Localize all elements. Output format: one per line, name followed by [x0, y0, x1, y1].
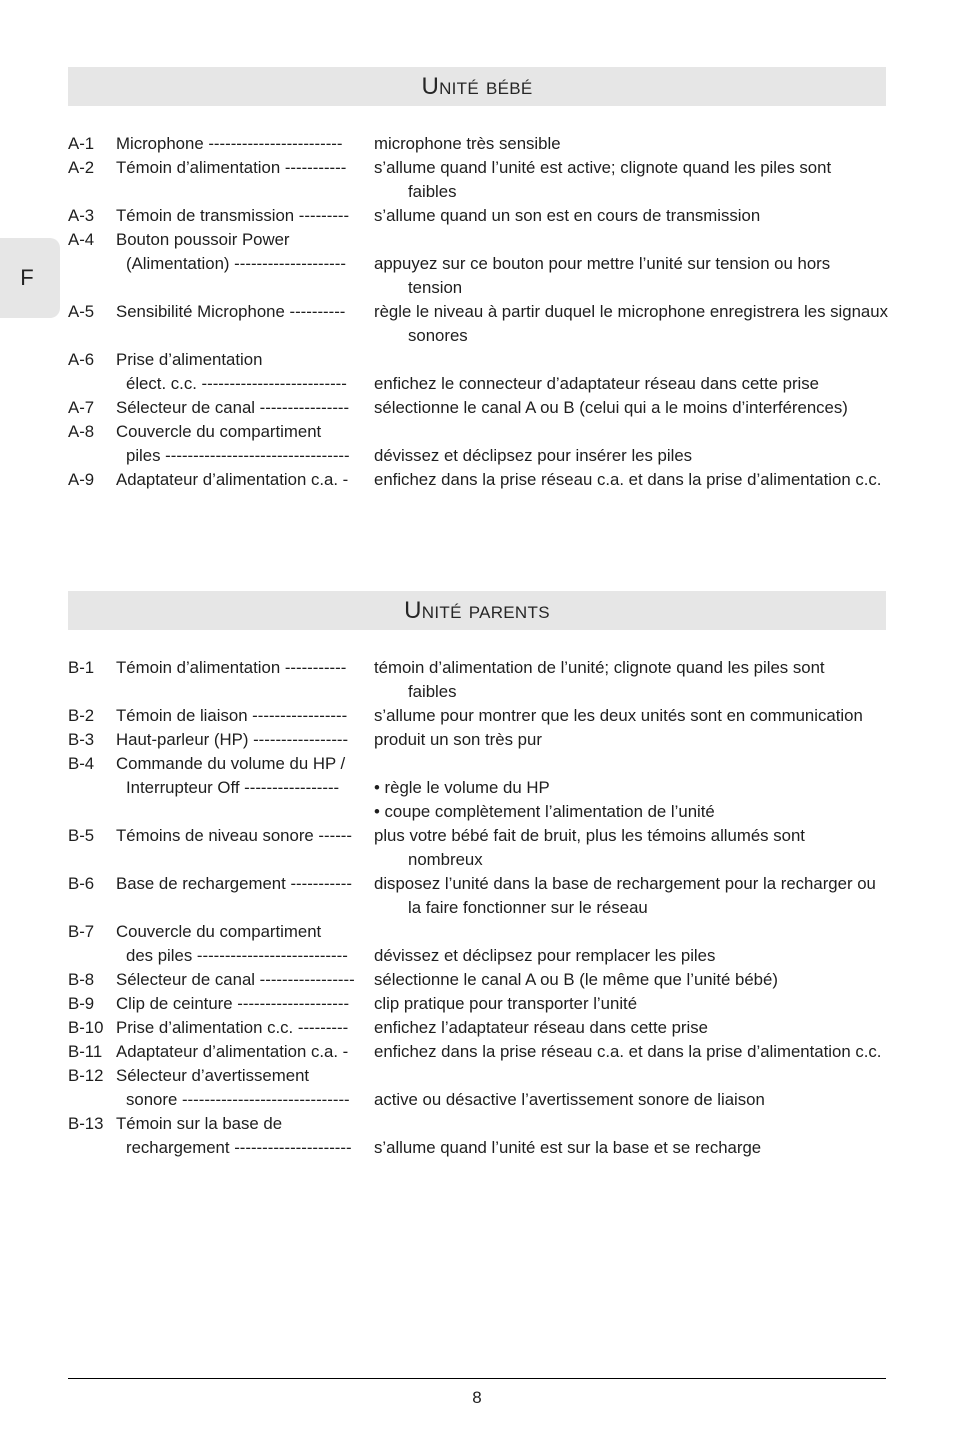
- item-line: [68, 372, 898, 396]
- item-description-continued: faibles: [408, 682, 457, 701]
- item-description: enfichez le connecteur d’adaptateur réseau dans cette prise: [374, 374, 819, 393]
- item-id: B-11: [68, 1042, 103, 1061]
- section-header-unite-bebe: [68, 67, 886, 106]
- item-label-continued: sonore ------------------------------: [126, 1090, 350, 1109]
- item-description: sélectionne le canal A ou B (celui qui a le moins d’interférences): [374, 398, 848, 417]
- item-id: A-8: [68, 422, 95, 441]
- item-line: [68, 252, 898, 276]
- item-id: B-13: [68, 1114, 104, 1133]
- item-label: Haut-parleur (HP) -----------------: [116, 730, 349, 749]
- item-label: Témoin d’alimentation -----------: [116, 658, 347, 677]
- item-line: [68, 1040, 898, 1064]
- language-tab: [0, 238, 60, 318]
- item-id: A-1: [68, 134, 95, 153]
- list-item-a-1: [68, 132, 898, 156]
- item-line: [68, 992, 898, 1016]
- item-label: Couvercle du compartiment: [116, 422, 322, 441]
- item-line: [68, 204, 898, 228]
- item-label: Témoin sur la base de: [116, 1114, 283, 1133]
- item-description: enfichez l’adaptateur réseau dans cette prise: [374, 1018, 708, 1037]
- list-item-b-6: [68, 872, 898, 920]
- item-line: [68, 1136, 898, 1160]
- item-line: [68, 800, 898, 824]
- item-line: [68, 728, 898, 752]
- list-item-a-9: [68, 468, 898, 492]
- item-id: A-7: [68, 398, 95, 417]
- item-description: produit un son très pur: [374, 730, 542, 749]
- item-line: [68, 824, 898, 848]
- item-label: Prise d’alimentation c.c. ---------: [116, 1018, 349, 1037]
- item-label: Base de rechargement -----------: [116, 874, 352, 893]
- item-description-continued: nombreux: [408, 850, 483, 869]
- item-label-continued: élect. c.c. --------------------------: [126, 374, 347, 393]
- item-label: Adaptateur d’alimentation c.a. -: [116, 470, 349, 489]
- item-id: A-6: [68, 350, 95, 369]
- page-number: 8: [472, 1388, 482, 1407]
- list-item-b-5: [68, 824, 898, 872]
- list-item-b-10: [68, 1016, 898, 1040]
- item-id: A-5: [68, 302, 95, 321]
- item-label: Clip de ceinture --------------------: [116, 994, 350, 1013]
- item-label: Commande du volume du HP /: [116, 754, 346, 773]
- item-line: [68, 156, 898, 180]
- section-header-unite-parents: [68, 591, 886, 630]
- list-item-b-13: [68, 1112, 898, 1160]
- item-id: B-4: [68, 754, 95, 773]
- item-id: B-5: [68, 826, 95, 845]
- item-line: [68, 968, 898, 992]
- list-item-a-7: [68, 396, 898, 420]
- item-line: [68, 944, 898, 968]
- list-item-a-6: [68, 348, 898, 396]
- list-item-a-5: [68, 300, 898, 348]
- item-label: Adaptateur d’alimentation c.a. -: [116, 1042, 349, 1061]
- list-item-b-2: [68, 704, 898, 728]
- list-item-a-8: [68, 420, 898, 468]
- item-label: Témoins de niveau sonore ------: [116, 826, 352, 845]
- spec-list-unite-parents: [68, 656, 898, 1160]
- list-item-a-4: [68, 228, 898, 300]
- item-description: dévissez et déclipsez pour remplacer les piles: [374, 946, 716, 965]
- item-description: plus votre bébé fait de bruit, plus les témoins allumés sont: [374, 826, 805, 845]
- item-line: [68, 1088, 898, 1112]
- item-line: [68, 872, 898, 896]
- item-line: [68, 348, 898, 372]
- list-item-b-9: [68, 992, 898, 1016]
- item-id: B-1: [68, 658, 95, 677]
- item-description: s’allume pour montrer que les deux unités sont en communication: [374, 706, 863, 725]
- item-line: [68, 132, 898, 156]
- item-description: sélectionne le canal A ou B (le même que l’unité bébé): [374, 970, 778, 989]
- item-line: [68, 468, 898, 492]
- list-item-a-2: [68, 156, 898, 204]
- item-label-continued: piles ---------------------------------: [126, 446, 350, 465]
- item-line: [68, 180, 898, 204]
- item-line: [68, 1016, 898, 1040]
- item-label: Témoin de transmission ---------: [116, 206, 350, 225]
- item-description-continued: tension: [408, 278, 463, 297]
- list-item-b-1: [68, 656, 898, 704]
- item-description: témoin d’alimentation de l’unité; clignote quand les piles sont: [374, 658, 825, 677]
- item-line: [68, 1112, 898, 1136]
- item-description: s’allume quand l’unité est sur la base et se recharge: [374, 1138, 762, 1157]
- item-label-continued: (Alimentation) --------------------: [126, 254, 346, 273]
- item-line: [68, 752, 898, 776]
- item-line: [68, 396, 898, 420]
- item-description: s’allume quand un son est en cours de transmission: [374, 206, 761, 225]
- item-line: [68, 920, 898, 944]
- item-description-continued: sonores: [408, 326, 468, 345]
- item-line: [68, 776, 898, 800]
- item-line: [68, 656, 898, 680]
- item-label: Sélecteur de canal ----------------: [116, 398, 350, 417]
- list-item-b-11: [68, 1040, 898, 1064]
- item-id: B-6: [68, 874, 95, 893]
- item-label: Microphone ------------------------: [116, 134, 343, 153]
- item-id: B-10: [68, 1018, 104, 1037]
- item-line: [68, 444, 898, 468]
- item-description-bullet: • règle le volume du HP: [374, 778, 550, 797]
- item-description: disposez l’unité dans la base de rechargement pour la recharger ou: [374, 874, 876, 893]
- item-description: microphone très sensible: [374, 134, 561, 153]
- item-line: [68, 896, 898, 920]
- item-label: Bouton poussoir Power: [116, 230, 290, 249]
- section-title: Unité bébé: [421, 72, 533, 100]
- item-description: enfichez dans la prise réseau c.a. et dans la prise d’alimentation c.c.: [374, 1042, 882, 1061]
- section-title: Unité parents: [404, 596, 550, 624]
- item-label: Prise d’alimentation: [116, 350, 263, 369]
- item-label: Témoin de liaison -----------------: [116, 706, 348, 725]
- item-id: B-3: [68, 730, 95, 749]
- item-line: [68, 848, 898, 872]
- item-id: A-3: [68, 206, 95, 225]
- item-description: s’allume quand l’unité est active; clignote quand les piles sont: [374, 158, 832, 177]
- item-description: dévissez et déclipsez pour insérer les piles: [374, 446, 693, 465]
- item-label-continued: rechargement ---------------------: [126, 1138, 352, 1157]
- item-line: [68, 1064, 898, 1088]
- item-id: A-9: [68, 470, 95, 489]
- item-description-continued: faibles: [408, 182, 457, 201]
- item-id: B-8: [68, 970, 95, 989]
- item-description: clip pratique pour transporter l’unité: [374, 994, 638, 1013]
- item-id: B-2: [68, 706, 95, 725]
- item-label-continued: Interrupteur Off -----------------: [126, 778, 340, 797]
- item-label-continued: des piles ---------------------------: [126, 946, 348, 965]
- item-id: B-9: [68, 994, 95, 1013]
- item-id: B-12: [68, 1066, 104, 1085]
- item-line: [68, 420, 898, 444]
- item-line: [68, 704, 898, 728]
- item-label: Sélecteur de canal -----------------: [116, 970, 355, 989]
- item-label: Sensibilité Microphone ----------: [116, 302, 346, 321]
- item-description-bullet: • coupe complètement l’alimentation de l’unité: [374, 802, 715, 821]
- item-line: [68, 680, 898, 704]
- item-description-continued: la faire fonctionner sur le réseau: [408, 898, 648, 917]
- item-line: [68, 228, 898, 252]
- list-item-b-3: [68, 728, 898, 752]
- list-item-b-12: [68, 1064, 898, 1112]
- item-description: enfichez dans la prise réseau c.a. et dans la prise d’alimentation c.c.: [374, 470, 882, 489]
- list-item-b-7: [68, 920, 898, 968]
- item-id: A-2: [68, 158, 95, 177]
- item-description: appuyez sur ce bouton pour mettre l’unité sur tension ou hors: [374, 254, 831, 273]
- item-description: règle le niveau à partir duquel le microphone enregistrera les signaux: [374, 302, 888, 321]
- item-id: B-7: [68, 922, 95, 941]
- item-label: Couvercle du compartiment: [116, 922, 322, 941]
- language-tab-label: F: [20, 265, 34, 290]
- list-item-b-4: [68, 752, 898, 824]
- footer-rule: [68, 1378, 886, 1379]
- item-line: [68, 300, 898, 324]
- item-label: Témoin d’alimentation -----------: [116, 158, 347, 177]
- item-line: [68, 324, 898, 348]
- item-line: [68, 276, 898, 300]
- list-item-a-3: [68, 204, 898, 228]
- item-description: active ou désactive l’avertissement sonore de liaison: [374, 1090, 765, 1109]
- item-id: A-4: [68, 230, 95, 249]
- spec-list-unite-bebe: [68, 132, 898, 492]
- item-label: Sélecteur d’avertissement: [116, 1066, 310, 1085]
- list-item-b-8: [68, 968, 898, 992]
